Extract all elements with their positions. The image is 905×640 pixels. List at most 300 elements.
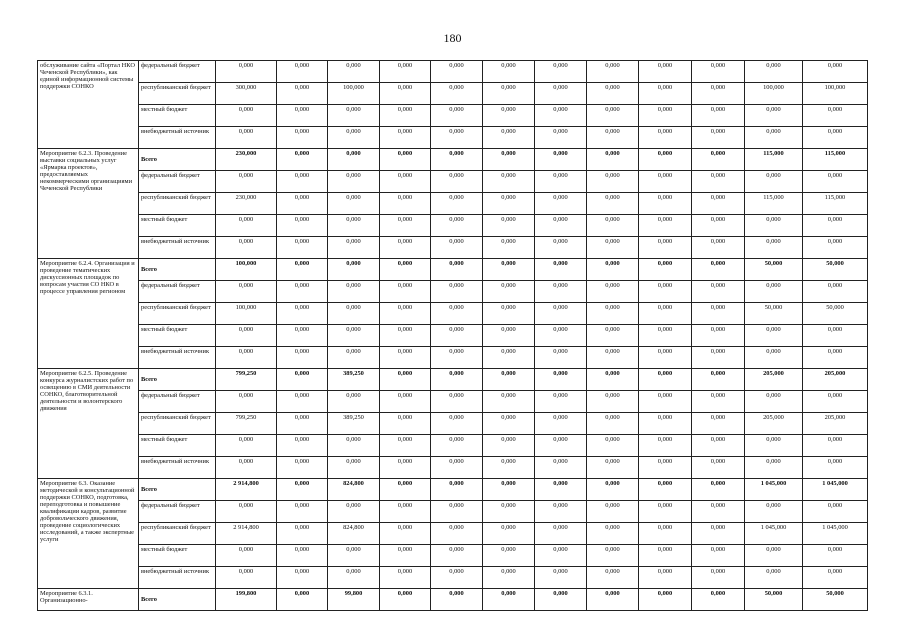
amount-cell: 2 914,800 [216, 523, 277, 545]
funding-source: Всего [139, 479, 216, 501]
amount-cell: 389,250 [328, 413, 380, 435]
amount-cell: 199,800 [216, 589, 277, 611]
funding-source: местный бюджет [139, 435, 216, 457]
amount-cell: 0,000 [745, 435, 803, 457]
activity-description: Мероприятие 6.2.5. Проведение конкурса журналистских работ по освещению в СМИ деятельности СОНКО, благотворительной деятельности и волонтерского движения [38, 369, 139, 479]
amount-cell: 0,000 [431, 83, 483, 105]
amount-cell: 0,000 [431, 501, 483, 523]
amount-cell: 0,000 [587, 325, 639, 347]
amount-cell: 0,000 [277, 567, 328, 589]
amount-cell: 0,000 [587, 589, 639, 611]
amount-cell: 0,000 [803, 105, 868, 127]
amount-cell: 0,000 [639, 479, 692, 501]
amount-cell: 0,000 [380, 435, 431, 457]
table-row [38, 127, 868, 149]
amount-cell: 0,000 [535, 369, 587, 391]
amount-cell: 100,000 [216, 303, 277, 325]
amount-cell: 0,000 [587, 501, 639, 523]
funding-source: федеральный бюджет [139, 391, 216, 413]
amount-cell: 100,000 [803, 83, 868, 105]
amount-cell: 0,000 [587, 369, 639, 391]
amount-cell: 0,000 [803, 545, 868, 567]
amount-cell: 205,000 [803, 369, 868, 391]
amount-cell: 0,000 [535, 523, 587, 545]
amount-cell: 0,000 [328, 215, 380, 237]
amount-cell: 0,000 [639, 347, 692, 369]
amount-cell: 0,000 [535, 83, 587, 105]
amount-cell: 0,000 [692, 567, 745, 589]
funding-source: республиканский бюджет [139, 303, 216, 325]
table-row [38, 567, 868, 589]
amount-cell: 0,000 [328, 149, 380, 171]
amount-cell: 0,000 [328, 105, 380, 127]
amount-cell: 0,000 [277, 215, 328, 237]
amount-cell: 0,000 [216, 215, 277, 237]
amount-cell: 205,000 [745, 369, 803, 391]
amount-cell: 0,000 [483, 589, 535, 611]
activity-description: обслуживание сайта «Портал НКО Чеченской Республики», как единой информационной системы поддержки СОНКО [38, 61, 139, 149]
amount-cell: 0,000 [587, 105, 639, 127]
amount-cell: 0,000 [216, 545, 277, 567]
amount-cell: 0,000 [692, 83, 745, 105]
amount-cell: 0,000 [380, 83, 431, 105]
amount-cell: 0,000 [535, 215, 587, 237]
amount-cell: 115,000 [745, 149, 803, 171]
amount-cell: 0,000 [483, 457, 535, 479]
amount-cell: 0,000 [587, 237, 639, 259]
funding-source: внебюджетный источник [139, 567, 216, 589]
amount-cell: 0,000 [431, 303, 483, 325]
amount-cell: 0,000 [692, 281, 745, 303]
amount-cell: 0,000 [745, 127, 803, 149]
amount-cell: 50,000 [745, 303, 803, 325]
amount-cell: 230,000 [216, 149, 277, 171]
amount-cell: 0,000 [535, 149, 587, 171]
funding-source: Всего [139, 149, 216, 171]
amount-cell: 0,000 [277, 479, 328, 501]
amount-cell: 1 045,000 [745, 523, 803, 545]
amount-cell: 0,000 [587, 567, 639, 589]
funding-source: Всего [139, 589, 216, 611]
amount-cell: 0,000 [483, 567, 535, 589]
amount-cell: 0,000 [483, 369, 535, 391]
amount-cell: 50,000 [803, 259, 868, 281]
amount-cell: 0,000 [328, 171, 380, 193]
amount-cell: 0,000 [328, 545, 380, 567]
amount-cell: 0,000 [803, 61, 868, 83]
amount-cell: 230,000 [216, 193, 277, 215]
amount-cell: 0,000 [431, 149, 483, 171]
amount-cell: 0,000 [431, 281, 483, 303]
amount-cell: 0,000 [380, 369, 431, 391]
table-row [38, 325, 868, 347]
amount-cell: 0,000 [380, 61, 431, 83]
funding-source: федеральный бюджет [139, 501, 216, 523]
amount-cell: 0,000 [745, 325, 803, 347]
amount-cell: 0,000 [535, 545, 587, 567]
amount-cell: 0,000 [587, 127, 639, 149]
amount-cell: 0,000 [483, 215, 535, 237]
amount-cell: 0,000 [216, 105, 277, 127]
amount-cell: 0,000 [380, 237, 431, 259]
amount-cell: 0,000 [587, 83, 639, 105]
amount-cell: 0,000 [483, 303, 535, 325]
amount-cell: 0,000 [431, 413, 483, 435]
amount-cell: 0,000 [535, 325, 587, 347]
amount-cell: 0,000 [803, 435, 868, 457]
amount-cell: 1 045,000 [745, 479, 803, 501]
amount-cell: 0,000 [483, 391, 535, 413]
amount-cell: 0,000 [380, 325, 431, 347]
page-number: 180 [443, 31, 462, 45]
amount-cell: 0,000 [692, 61, 745, 83]
amount-cell: 0,000 [803, 391, 868, 413]
amount-cell: 0,000 [277, 105, 328, 127]
amount-cell: 0,000 [483, 435, 535, 457]
amount-cell: 0,000 [483, 149, 535, 171]
amount-cell: 0,000 [587, 215, 639, 237]
amount-cell: 0,000 [639, 325, 692, 347]
activity-description: Мероприятие 6.3.1. Организационно- [38, 589, 139, 611]
table-row [38, 149, 868, 171]
amount-cell: 0,000 [803, 501, 868, 523]
amount-cell: 0,000 [277, 281, 328, 303]
amount-cell: 0,000 [745, 215, 803, 237]
table-row [38, 83, 868, 105]
amount-cell: 0,000 [380, 215, 431, 237]
amount-cell: 1 045,000 [803, 523, 868, 545]
amount-cell: 0,000 [431, 171, 483, 193]
amount-cell: 0,000 [380, 105, 431, 127]
amount-cell: 0,000 [535, 567, 587, 589]
amount-cell: 205,000 [745, 413, 803, 435]
table-row [38, 171, 868, 193]
amount-cell: 0,000 [639, 105, 692, 127]
amount-cell: 0,000 [277, 457, 328, 479]
amount-cell: 0,000 [692, 435, 745, 457]
amount-cell: 0,000 [745, 105, 803, 127]
funding-source: местный бюджет [139, 545, 216, 567]
amount-cell: 0,000 [639, 457, 692, 479]
amount-cell: 0,000 [639, 171, 692, 193]
amount-cell: 0,000 [328, 303, 380, 325]
table-row [38, 61, 868, 83]
amount-cell: 0,000 [380, 523, 431, 545]
amount-cell: 0,000 [803, 347, 868, 369]
amount-cell: 0,000 [639, 413, 692, 435]
amount-cell: 0,000 [380, 567, 431, 589]
amount-cell: 0,000 [692, 303, 745, 325]
table-row [38, 545, 868, 567]
amount-cell: 0,000 [380, 127, 431, 149]
activity-description: Мероприятие 6.3. Оказание методической и консультационной поддержки СОНКО, подготовка, переподготовка и повышение квалификации кадров, развитие добровольческого движения, проведение социологических исследований, а также экспертные услуги [38, 479, 139, 589]
amount-cell: 0,000 [639, 545, 692, 567]
amount-cell: 0,000 [380, 347, 431, 369]
amount-cell: 0,000 [535, 259, 587, 281]
amount-cell: 0,000 [803, 237, 868, 259]
amount-cell: 0,000 [535, 193, 587, 215]
amount-cell: 0,000 [745, 457, 803, 479]
amount-cell: 205,000 [803, 413, 868, 435]
amount-cell: 0,000 [277, 435, 328, 457]
amount-cell: 0,000 [431, 259, 483, 281]
amount-cell: 0,000 [692, 457, 745, 479]
amount-cell: 0,000 [328, 61, 380, 83]
amount-cell: 0,000 [328, 435, 380, 457]
amount-cell: 0,000 [587, 281, 639, 303]
table-row [38, 589, 868, 611]
amount-cell: 389,250 [328, 369, 380, 391]
amount-cell: 0,000 [639, 589, 692, 611]
table-row [38, 259, 868, 281]
amount-cell: 0,000 [692, 259, 745, 281]
amount-cell: 0,000 [328, 193, 380, 215]
amount-cell: 0,000 [483, 325, 535, 347]
amount-cell: 0,000 [380, 303, 431, 325]
amount-cell: 0,000 [277, 61, 328, 83]
amount-cell: 0,000 [328, 237, 380, 259]
amount-cell: 0,000 [431, 237, 483, 259]
amount-cell: 0,000 [431, 567, 483, 589]
amount-cell: 0,000 [639, 61, 692, 83]
amount-cell: 0,000 [803, 215, 868, 237]
amount-cell: 0,000 [639, 127, 692, 149]
funding-source: федеральный бюджет [139, 61, 216, 83]
amount-cell: 0,000 [745, 281, 803, 303]
amount-cell: 0,000 [380, 479, 431, 501]
amount-cell: 0,000 [803, 171, 868, 193]
amount-cell: 0,000 [639, 567, 692, 589]
amount-cell: 824,800 [328, 479, 380, 501]
amount-cell: 0,000 [535, 281, 587, 303]
amount-cell: 115,000 [745, 193, 803, 215]
table-row [38, 281, 868, 303]
amount-cell: 0,000 [692, 479, 745, 501]
amount-cell: 0,000 [431, 347, 483, 369]
funding-source: внебюджетный источник [139, 127, 216, 149]
amount-cell: 799,250 [216, 413, 277, 435]
amount-cell: 0,000 [587, 413, 639, 435]
amount-cell: 2 914,800 [216, 479, 277, 501]
amount-cell: 0,000 [431, 369, 483, 391]
table-row [38, 523, 868, 545]
amount-cell: 0,000 [692, 501, 745, 523]
amount-cell: 0,000 [745, 347, 803, 369]
amount-cell: 0,000 [216, 325, 277, 347]
amount-cell: 0,000 [380, 149, 431, 171]
amount-cell: 0,000 [216, 435, 277, 457]
amount-cell: 0,000 [692, 149, 745, 171]
amount-cell: 0,000 [483, 171, 535, 193]
funding-source: внебюджетный источник [139, 457, 216, 479]
amount-cell: 0,000 [431, 215, 483, 237]
amount-cell: 0,000 [639, 83, 692, 105]
funding-source: республиканский бюджет [139, 413, 216, 435]
amount-cell: 0,000 [380, 171, 431, 193]
amount-cell: 0,000 [277, 149, 328, 171]
amount-cell: 0,000 [277, 127, 328, 149]
activity-description: Мероприятие 6.2.4. Организация и проведение тематических дискуссионных площадок по вопросам участия СО НКО в процессе управления регионом [38, 259, 139, 369]
amount-cell: 0,000 [431, 193, 483, 215]
amount-cell: 0,000 [692, 369, 745, 391]
amount-cell: 0,000 [639, 259, 692, 281]
amount-cell: 0,000 [483, 413, 535, 435]
amount-cell: 0,000 [328, 501, 380, 523]
funding-source: республиканский бюджет [139, 193, 216, 215]
amount-cell: 0,000 [692, 237, 745, 259]
amount-cell: 0,000 [639, 237, 692, 259]
amount-cell: 0,000 [277, 303, 328, 325]
amount-cell: 0,000 [483, 105, 535, 127]
amount-cell: 0,000 [692, 215, 745, 237]
amount-cell: 0,000 [692, 325, 745, 347]
amount-cell: 0,000 [328, 325, 380, 347]
amount-cell: 0,000 [587, 457, 639, 479]
funding-source: местный бюджет [139, 215, 216, 237]
amount-cell: 0,000 [535, 61, 587, 83]
amount-cell: 0,000 [692, 545, 745, 567]
table-row [38, 435, 868, 457]
table-row [38, 303, 868, 325]
amount-cell: 0,000 [803, 127, 868, 149]
amount-cell: 0,000 [216, 127, 277, 149]
amount-cell: 0,000 [692, 589, 745, 611]
amount-cell: 0,000 [277, 171, 328, 193]
amount-cell: 0,000 [483, 501, 535, 523]
amount-cell: 0,000 [216, 61, 277, 83]
table-row [38, 237, 868, 259]
amount-cell: 0,000 [639, 369, 692, 391]
amount-cell: 0,000 [535, 457, 587, 479]
table-row [38, 413, 868, 435]
amount-cell: 0,000 [216, 281, 277, 303]
amount-cell: 0,000 [535, 413, 587, 435]
amount-cell: 0,000 [431, 545, 483, 567]
amount-cell: 0,000 [483, 347, 535, 369]
funding-source: местный бюджет [139, 325, 216, 347]
funding-source: внебюджетный источник [139, 347, 216, 369]
amount-cell: 0,000 [692, 413, 745, 435]
amount-cell: 0,000 [535, 435, 587, 457]
amount-cell: 0,000 [380, 391, 431, 413]
amount-cell: 0,000 [692, 127, 745, 149]
amount-cell: 0,000 [431, 61, 483, 83]
amount-cell: 0,000 [692, 193, 745, 215]
amount-cell: 0,000 [483, 237, 535, 259]
amount-cell: 0,000 [277, 501, 328, 523]
amount-cell: 0,000 [587, 545, 639, 567]
amount-cell: 50,000 [745, 259, 803, 281]
funding-source: республиканский бюджет [139, 83, 216, 105]
amount-cell: 0,000 [587, 193, 639, 215]
table-body [38, 61, 868, 611]
amount-cell: 0,000 [803, 325, 868, 347]
amount-cell: 0,000 [328, 127, 380, 149]
amount-cell: 0,000 [639, 303, 692, 325]
table-row [38, 347, 868, 369]
amount-cell: 0,000 [535, 391, 587, 413]
amount-cell: 0,000 [328, 391, 380, 413]
amount-cell: 0,000 [277, 193, 328, 215]
amount-cell: 0,000 [587, 171, 639, 193]
funding-source: Всего [139, 369, 216, 391]
table-row [38, 215, 868, 237]
amount-cell: 0,000 [535, 347, 587, 369]
amount-cell: 0,000 [692, 105, 745, 127]
amount-cell: 0,000 [483, 193, 535, 215]
amount-cell: 0,000 [483, 127, 535, 149]
amount-cell: 0,000 [745, 501, 803, 523]
activity-description: Мероприятие 6.2.3. Проведение выставки социальных услуг «Ярмарка проектов», предоставляемых некоммерческими организациями Чеченской Республики [38, 149, 139, 259]
funding-source: местный бюджет [139, 105, 216, 127]
funding-source: федеральный бюджет [139, 281, 216, 303]
amount-cell: 0,000 [639, 215, 692, 237]
amount-cell: 100,000 [216, 259, 277, 281]
amount-cell: 0,000 [535, 127, 587, 149]
amount-cell: 0,000 [277, 369, 328, 391]
amount-cell: 0,000 [639, 523, 692, 545]
amount-cell: 0,000 [692, 391, 745, 413]
amount-cell: 0,000 [587, 523, 639, 545]
amount-cell: 0,000 [277, 413, 328, 435]
amount-cell: 0,000 [483, 523, 535, 545]
amount-cell: 50,000 [803, 589, 868, 611]
amount-cell: 0,000 [587, 435, 639, 457]
amount-cell: 0,000 [639, 435, 692, 457]
amount-cell: 0,000 [216, 347, 277, 369]
amount-cell: 115,000 [803, 193, 868, 215]
amount-cell: 0,000 [431, 479, 483, 501]
amount-cell: 0,000 [216, 391, 277, 413]
amount-cell: 0,000 [277, 347, 328, 369]
amount-cell: 0,000 [431, 127, 483, 149]
table-row [38, 193, 868, 215]
amount-cell: 0,000 [803, 567, 868, 589]
amount-cell: 0,000 [431, 435, 483, 457]
table-row [38, 391, 868, 413]
amount-cell: 0,000 [431, 391, 483, 413]
amount-cell: 0,000 [431, 457, 483, 479]
amount-cell: 0,000 [328, 457, 380, 479]
amount-cell: 0,000 [328, 567, 380, 589]
amount-cell: 0,000 [587, 149, 639, 171]
amount-cell: 0,000 [277, 325, 328, 347]
amount-cell: 99,800 [328, 589, 380, 611]
table-row [38, 369, 868, 391]
amount-cell: 0,000 [380, 457, 431, 479]
funding-source: внебюджетный источник [139, 237, 216, 259]
amount-cell: 0,000 [535, 479, 587, 501]
amount-cell: 0,000 [483, 259, 535, 281]
budget-table [37, 60, 868, 611]
amount-cell: 0,000 [745, 237, 803, 259]
amount-cell: 0,000 [277, 523, 328, 545]
amount-cell: 0,000 [380, 545, 431, 567]
amount-cell: 0,000 [692, 523, 745, 545]
amount-cell: 0,000 [587, 303, 639, 325]
amount-cell: 0,000 [483, 61, 535, 83]
amount-cell: 0,000 [216, 501, 277, 523]
amount-cell: 0,000 [803, 457, 868, 479]
amount-cell: 0,000 [277, 589, 328, 611]
amount-cell: 0,000 [380, 193, 431, 215]
amount-cell: 0,000 [745, 391, 803, 413]
amount-cell: 0,000 [535, 171, 587, 193]
amount-cell: 0,000 [639, 193, 692, 215]
funding-source: Всего [139, 259, 216, 281]
amount-cell: 0,000 [328, 259, 380, 281]
funding-source: республиканский бюджет [139, 523, 216, 545]
